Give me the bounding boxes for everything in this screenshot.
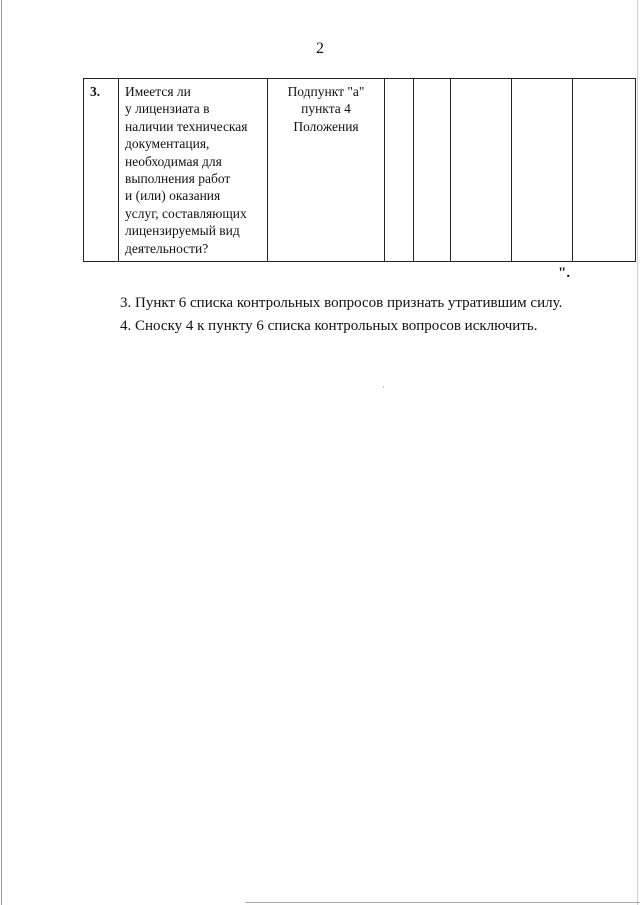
question-line: Имеется ли <box>125 84 191 99</box>
question-line: деятельности? <box>125 240 209 256</box>
question-line: необходимая для <box>125 153 222 169</box>
row-number: 3. <box>84 79 119 262</box>
empty-cell <box>573 79 636 262</box>
empty-cell <box>451 79 512 262</box>
reference-line: Подпункт "а" <box>287 84 365 99</box>
question-line: наличии техническая <box>125 118 248 134</box>
paragraph-item-4: 4. Сноску 4 к пункту 6 списка контрольных вопросов исключить. <box>120 318 538 334</box>
question-line: и (или) оказания <box>125 188 221 204</box>
reference-cell <box>268 79 385 262</box>
page-number: 2 <box>316 40 324 57</box>
closing-quote: ". <box>558 265 571 281</box>
table-row <box>84 79 636 262</box>
reference-line: пункта 4 <box>301 101 351 117</box>
scan-left-edge <box>1 0 2 905</box>
reference-line: Положения <box>293 118 359 134</box>
paragraph-item-3: 3. Пункт 6 списка контрольных вопросов признать утратившим силу. <box>120 295 563 311</box>
scan-speck <box>383 386 384 388</box>
question-line: лицензируемый вид <box>125 223 240 239</box>
checklist-table <box>83 78 636 262</box>
empty-cell <box>385 79 414 262</box>
empty-cell <box>512 79 573 262</box>
empty-cell <box>414 79 451 262</box>
question-line: документация, <box>125 136 210 152</box>
question-line: у лицензиата в <box>125 101 210 117</box>
question-line: выполнения работ <box>125 171 231 187</box>
scan-right-edge <box>637 0 638 905</box>
question-cell <box>119 79 268 262</box>
question-line: услуг, составляющих <box>125 205 247 221</box>
scan-bottom-edge <box>245 902 640 903</box>
